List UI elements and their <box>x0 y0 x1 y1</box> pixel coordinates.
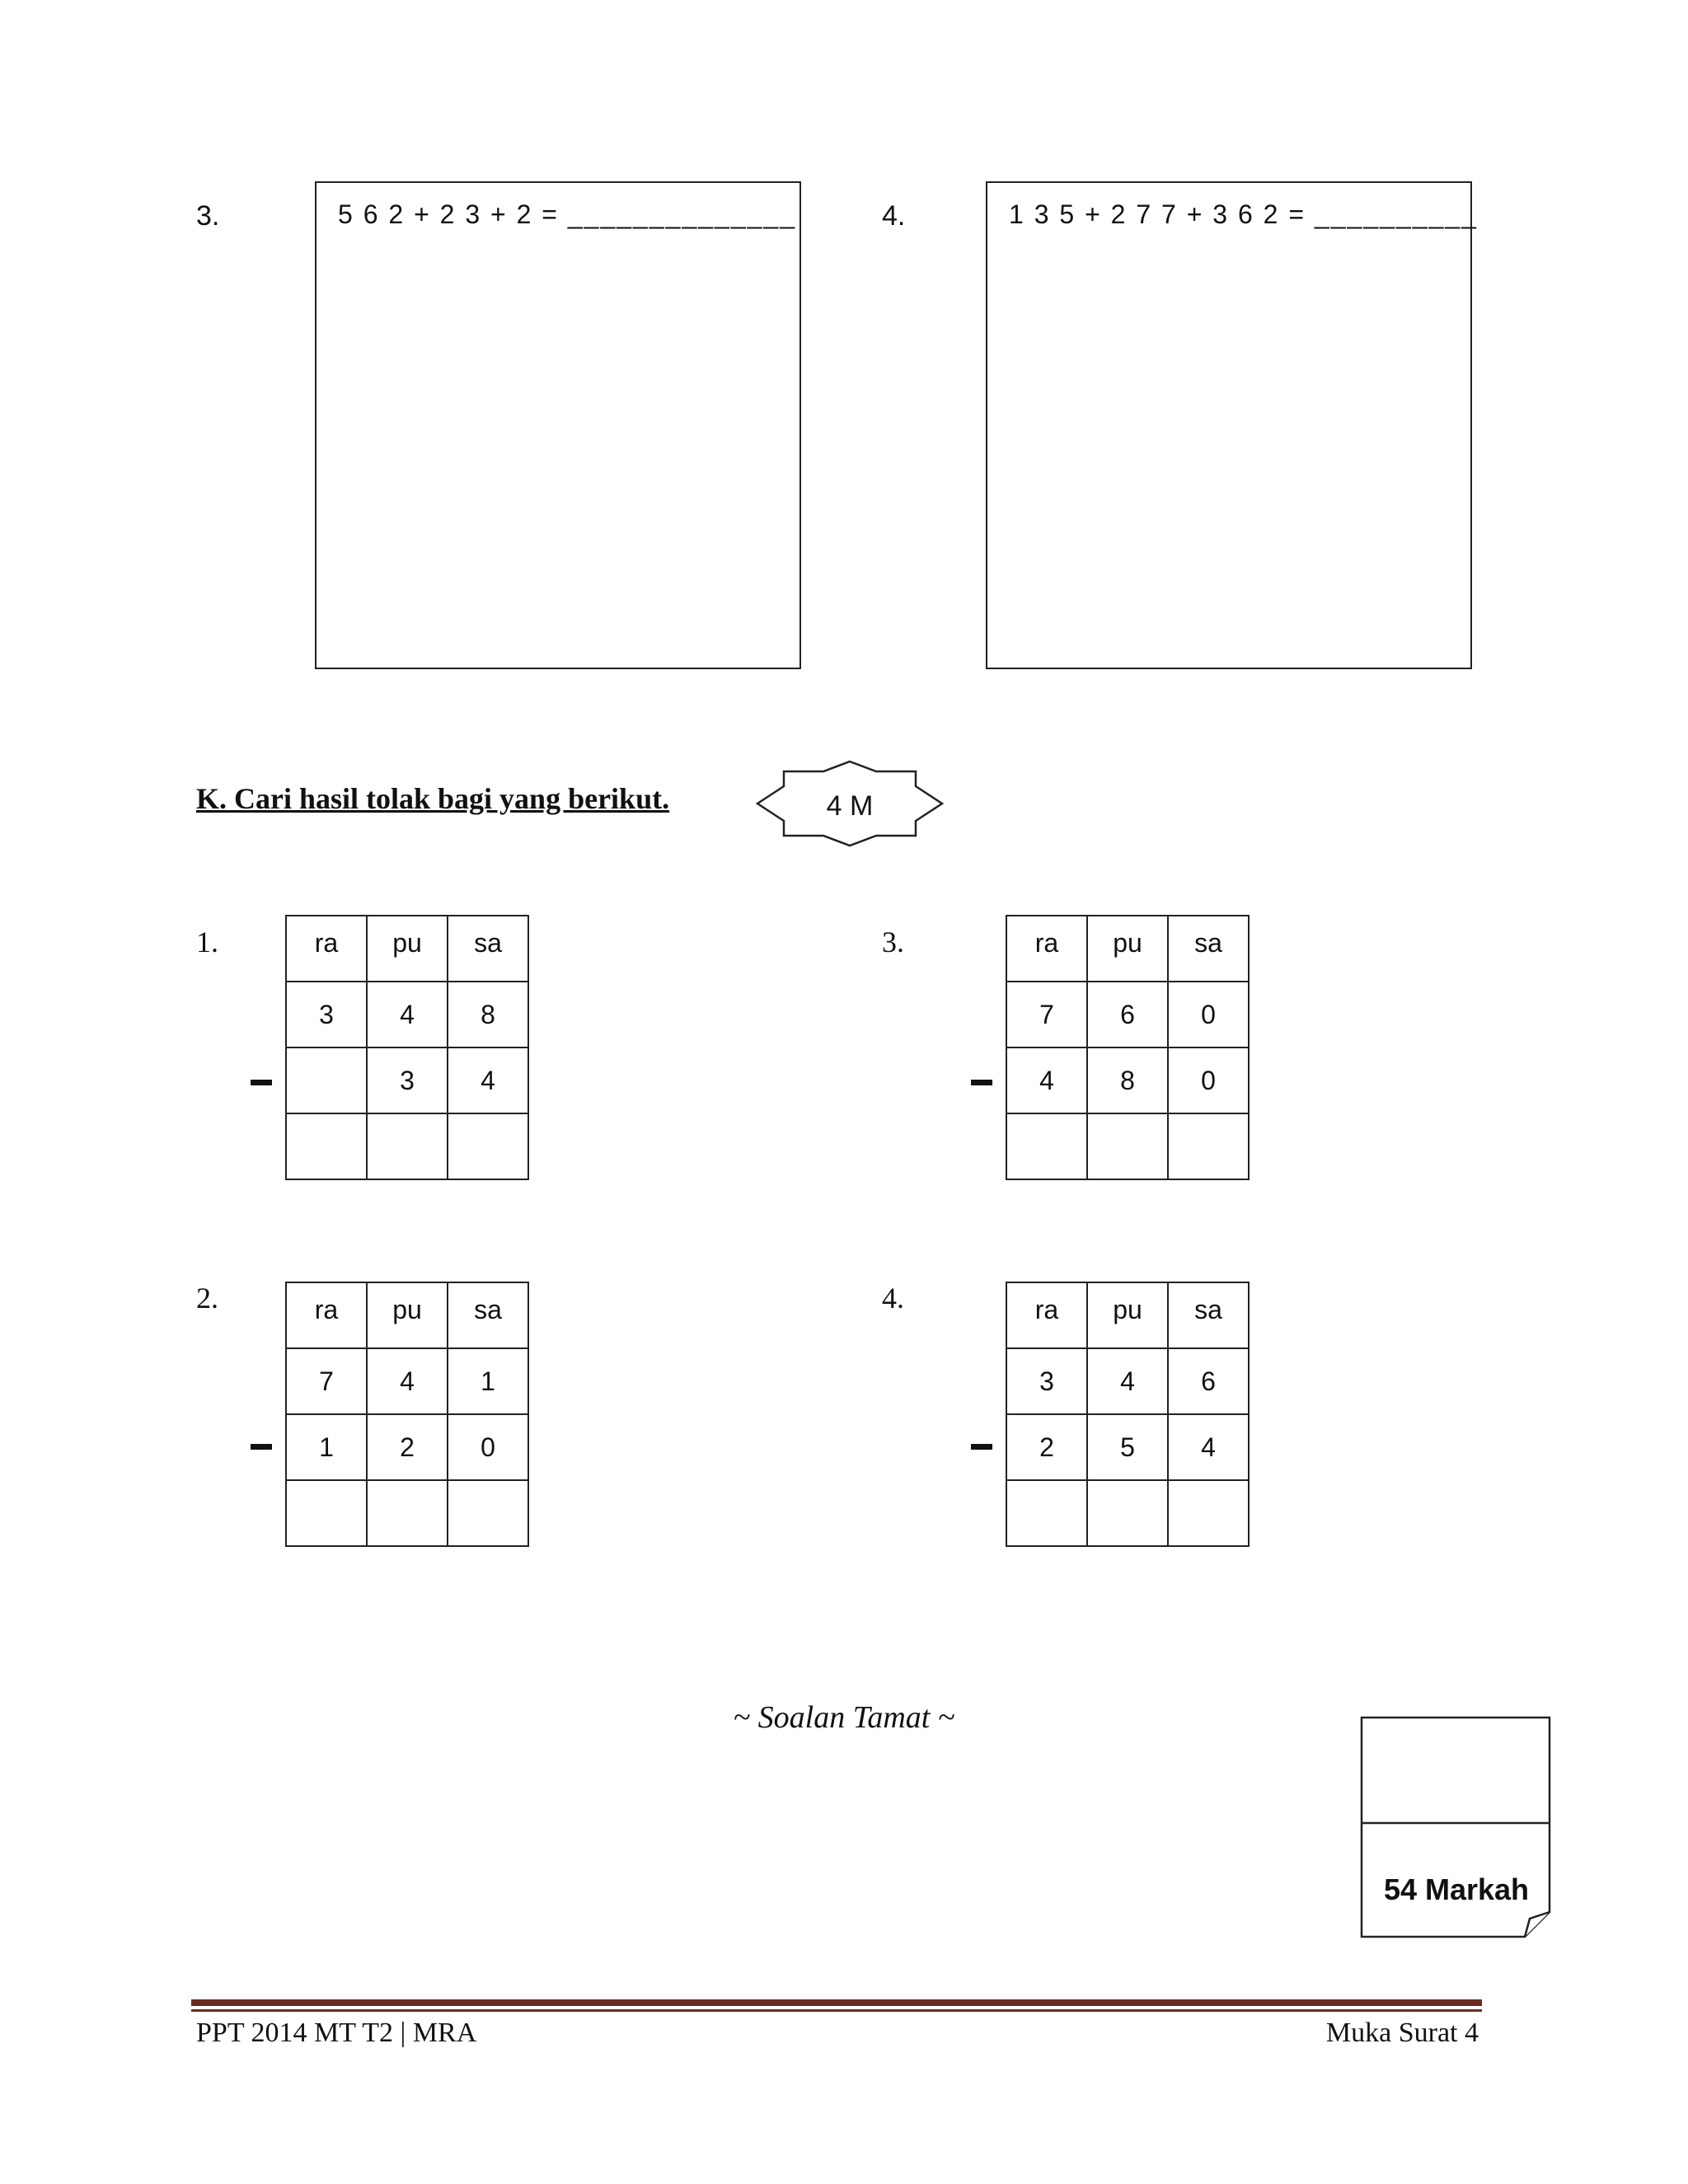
subtraction-number-4: 4. <box>882 1282 904 1315</box>
place-value-header: sa <box>447 915 529 982</box>
bottom-digit-cell: 0 <box>1167 1047 1250 1114</box>
place-value-header: pu <box>366 1282 448 1349</box>
footer-rule-thick <box>191 1999 1482 2006</box>
top-digit-cell: 4 <box>1086 1347 1169 1415</box>
bottom-digit-cell: 4 <box>1167 1413 1250 1481</box>
addition-box-3 <box>315 181 801 669</box>
minus-sign-3 <box>971 1080 992 1085</box>
bottom-digit-cell: 2 <box>366 1413 448 1481</box>
place-value-header: ra <box>1006 915 1088 982</box>
answer-cell[interactable] <box>1167 1113 1250 1180</box>
answer-cell[interactable] <box>1006 1479 1088 1547</box>
bottom-digit-cell: 2 <box>1006 1413 1088 1481</box>
marks-badge-label: 4 M <box>826 790 874 822</box>
place-value-header: pu <box>1086 915 1169 982</box>
minus-sign-2 <box>251 1444 272 1450</box>
bottom-digit-cell: 8 <box>1086 1047 1169 1114</box>
addition-expression-4: 1 3 5 + 2 7 7 + 3 6 2 = __________ <box>1009 199 1478 229</box>
total-marks-label: 54 Markah <box>1383 1872 1530 1906</box>
place-value-header: ra <box>1006 1282 1088 1349</box>
answer-cell[interactable] <box>366 1113 448 1180</box>
answer-cell[interactable] <box>285 1479 368 1547</box>
subtraction-number-3: 3. <box>882 926 904 958</box>
answer-cell[interactable] <box>447 1113 529 1180</box>
top-digit-cell: 3 <box>285 981 368 1048</box>
answer-cell[interactable] <box>1086 1479 1169 1547</box>
top-digit-cell: 7 <box>285 1347 368 1415</box>
top-digit-cell: 3 <box>1006 1347 1088 1415</box>
total-marks-box <box>1360 1716 1553 1938</box>
answer-cell[interactable] <box>447 1479 529 1547</box>
answer-cell[interactable] <box>366 1479 448 1547</box>
bottom-digit-cell: 4 <box>447 1047 529 1114</box>
footer-left-text: PPT 2014 MT T2 | MRA <box>196 2018 477 2048</box>
footer-page-number: Muka Surat 4 <box>1325 2018 1479 2048</box>
place-value-header: sa <box>1167 915 1250 982</box>
bottom-digit-cell: 5 <box>1086 1413 1169 1481</box>
addition-expression-3: 5 6 2 + 2 3 + 2 = ______________ <box>338 199 797 229</box>
bottom-digit-cell <box>285 1047 368 1114</box>
top-digit-cell: 8 <box>447 981 529 1048</box>
bottom-digit-cell: 1 <box>285 1413 368 1481</box>
bottom-digit-cell: 0 <box>447 1413 529 1481</box>
place-value-header: sa <box>1167 1282 1250 1349</box>
subtraction-grid-2 <box>285 1282 529 1549</box>
end-of-questions: ~ Soalan Tamat ~ <box>733 1700 955 1735</box>
answer-cell[interactable] <box>1086 1113 1169 1180</box>
answer-cell[interactable] <box>285 1113 368 1180</box>
question-number-4: 4. <box>882 200 906 232</box>
top-digit-cell: 6 <box>1086 981 1169 1048</box>
subtraction-grid-1 <box>285 915 529 1182</box>
bottom-digit-cell: 4 <box>1006 1047 1088 1114</box>
place-value-header: sa <box>447 1282 529 1349</box>
subtraction-grid-4 <box>1006 1282 1250 1549</box>
top-digit-cell: 0 <box>1167 981 1250 1048</box>
top-digit-cell: 6 <box>1167 1347 1250 1415</box>
place-value-header: ra <box>285 915 368 982</box>
subtraction-number-1: 1. <box>196 926 218 958</box>
top-digit-cell: 7 <box>1006 981 1088 1048</box>
place-value-header: pu <box>1086 1282 1169 1349</box>
subtraction-grid-3 <box>1006 915 1250 1182</box>
marks-badge <box>754 758 945 849</box>
subtraction-number-2: 2. <box>196 1282 218 1315</box>
section-k-heading: K. Cari hasil tolak bagi yang berikut. <box>196 782 670 815</box>
top-digit-cell: 4 <box>366 1347 448 1415</box>
answer-cell[interactable] <box>1167 1479 1250 1547</box>
minus-sign-4 <box>971 1444 992 1450</box>
top-digit-cell: 1 <box>447 1347 529 1415</box>
addition-box-4 <box>986 181 1478 669</box>
question-number-3: 3. <box>196 200 220 232</box>
bottom-digit-cell: 3 <box>366 1047 448 1114</box>
footer-rule-thin <box>191 2009 1482 2012</box>
top-digit-cell: 4 <box>366 981 448 1048</box>
answer-cell[interactable] <box>1006 1113 1088 1180</box>
minus-sign-1 <box>251 1080 272 1085</box>
place-value-header: ra <box>285 1282 368 1349</box>
place-value-header: pu <box>366 915 448 982</box>
